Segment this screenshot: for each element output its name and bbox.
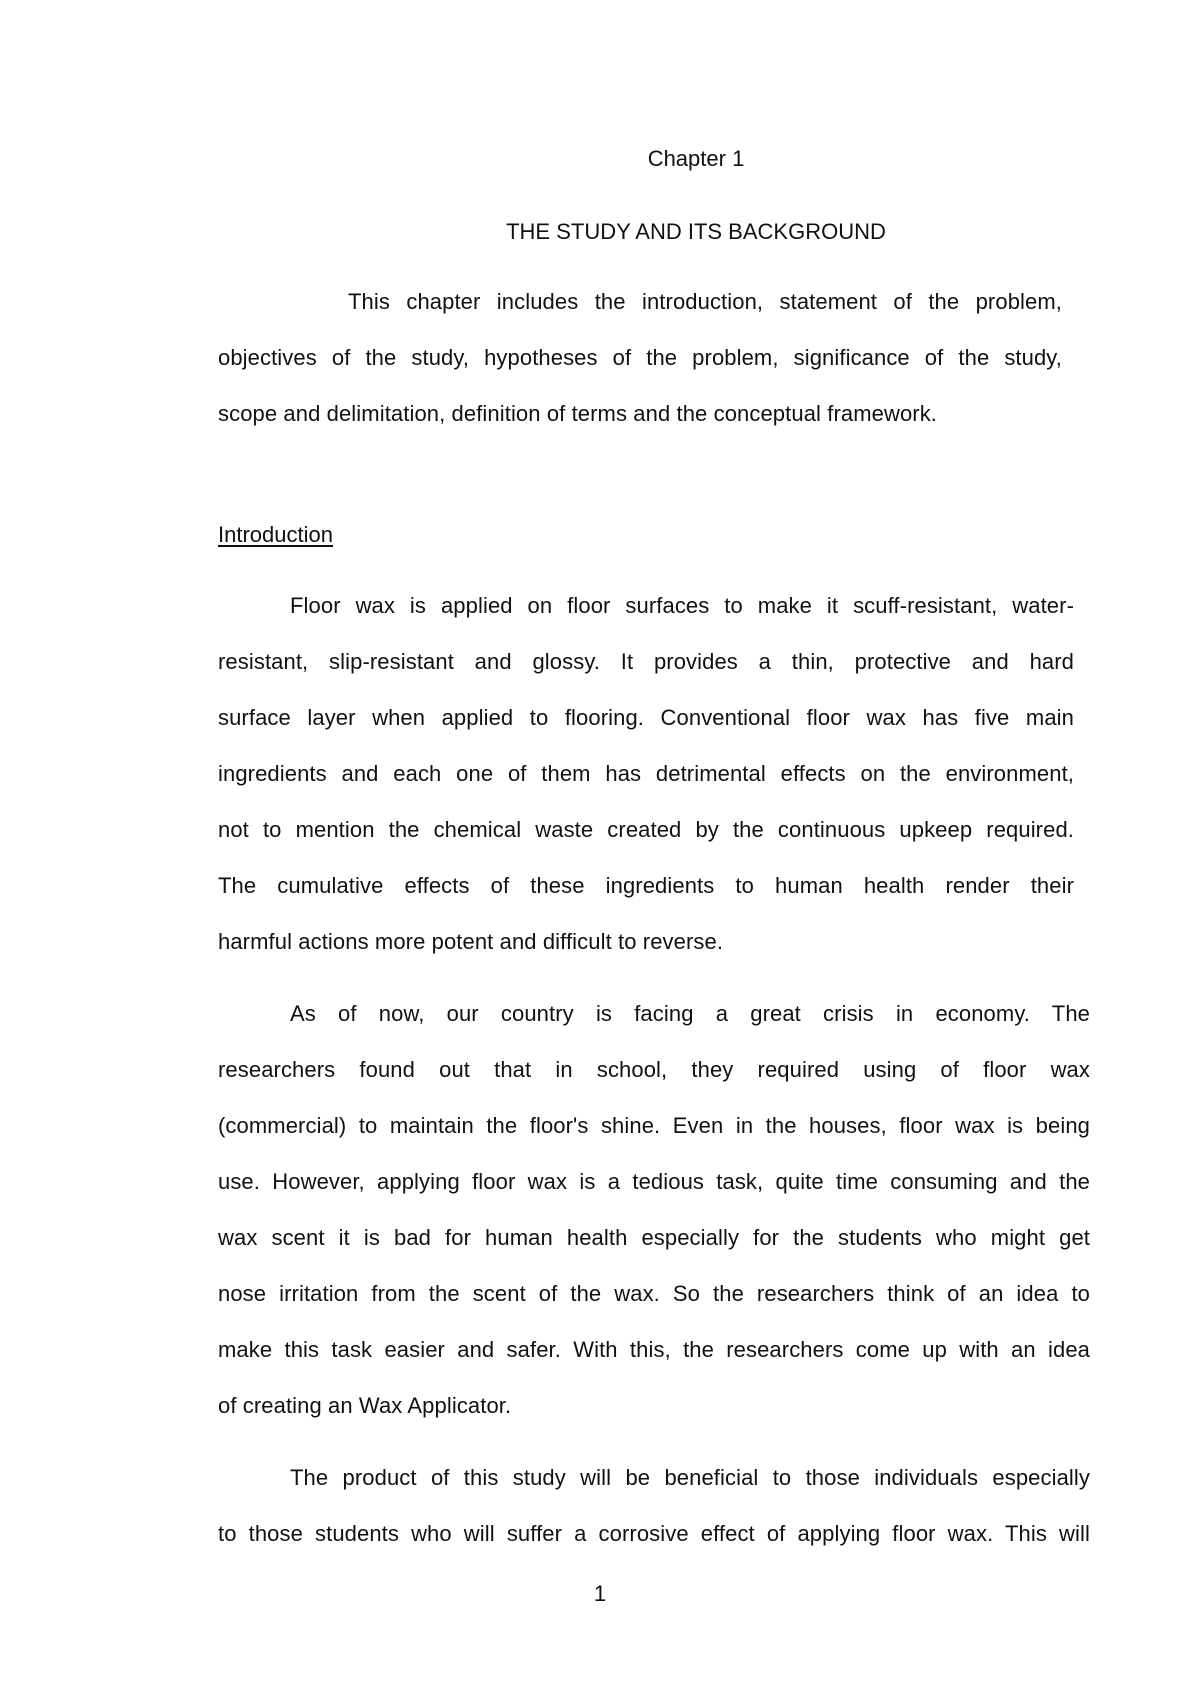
paragraph-line: As of now, our country is facing a great crisis in economy. The	[290, 1001, 1090, 1026]
paragraph-line: wax scent it is bad for human health especially for the students who might get	[218, 1225, 1090, 1250]
paragraph-line: harmful actions more potent and difficult to reverse.	[218, 929, 724, 954]
paragraph-line: ingredients and each one of them has detrimental effects on the environment,	[218, 761, 1074, 786]
chapter-label: Chapter 1	[647, 146, 745, 171]
paragraph-line: The product of this study will be beneficial to those individuals especially	[290, 1465, 1090, 1490]
paragraph-line: The cumulative effects of these ingredients to human health render their	[218, 873, 1074, 898]
paragraph-line: of creating an Wax Applicator.	[218, 1393, 512, 1418]
paragraph-line: resistant, slip-resistant and glossy. It provides a thin, protective and hard	[218, 649, 1074, 674]
paragraph-line: researchers found out that in school, they required using of floor wax	[218, 1057, 1090, 1082]
page-number: 1	[593, 1581, 607, 1606]
section-heading-introduction: Introduction	[218, 522, 333, 547]
chapter-title: THE STUDY AND ITS BACKGROUND	[506, 219, 886, 244]
intro-line: This chapter includes the introduction, statement of the problem,	[348, 289, 1062, 314]
paragraph-line: use. However, applying floor wax is a tedious task, quite time consuming and the	[218, 1169, 1090, 1194]
paragraph-line: to those students who will suffer a corrosive effect of applying floor wax. This will	[218, 1521, 1090, 1546]
intro-line: objectives of the study, hypotheses of the problem, significance of the study,	[218, 345, 1062, 370]
paragraph-line: nose irritation from the scent of the wax. So the researchers think of an idea to	[218, 1281, 1090, 1306]
paragraph-line: surface layer when applied to flooring. Conventional floor wax has five main	[218, 705, 1074, 730]
paragraph-line: Floor wax is applied on floor surfaces to make it scuff-resistant, water-	[290, 593, 1074, 618]
paragraph-line: not to mention the chemical waste created by the continuous upkeep required.	[218, 817, 1074, 842]
paragraph-line: make this task easier and safer. With this, the researchers come up with an idea	[218, 1337, 1090, 1362]
intro-line: scope and delimitation, definition of terms and the conceptual framework.	[218, 401, 938, 426]
paragraph-line: (commercial) to maintain the floor's shine. Even in the houses, floor wax is being	[218, 1113, 1090, 1138]
